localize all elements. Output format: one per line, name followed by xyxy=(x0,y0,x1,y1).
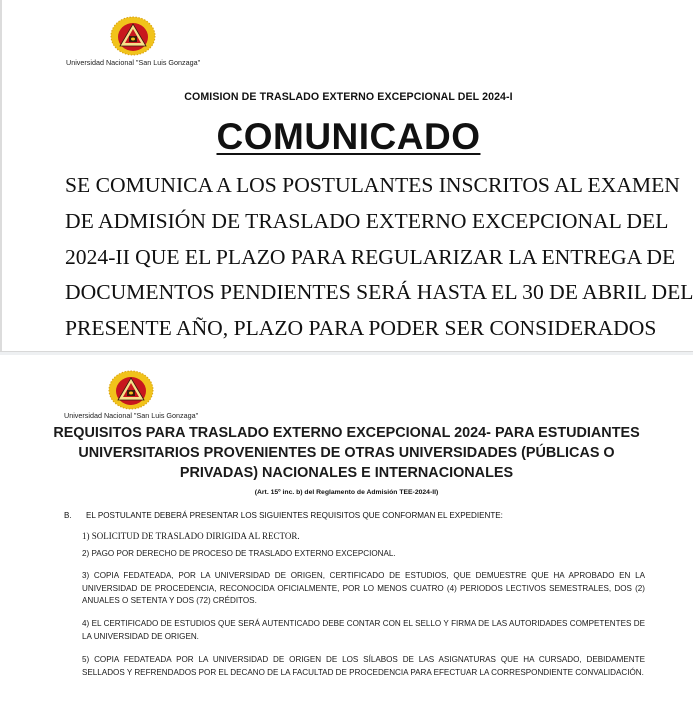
title-line: REQUISITOS PARA TRASLADO EXTERNO EXCEPCIONAL 2024- PARA ESTUDIANTES xyxy=(53,425,640,441)
notice-line: DE ADMISIÓN DE TRASLADO EXTERNO EXCEPCIONAL DEL xyxy=(65,208,669,233)
title-line: UNIVERSITARIOS PROVENIENTES DE OTRAS UNIVERSIDADES (PÚBLICAS O xyxy=(78,445,615,461)
notice-heading: COMUNICADO xyxy=(216,116,481,157)
article-reference: (Art. 15º inc. b) del Reglamento de Admisión TEE-2024-II) xyxy=(254,489,439,496)
requirement-item: 4) EL CERTIFICADO DE ESTUDIOS QUE SERÁ AUTENTICADO DEBE CONTAR CON EL SELLO Y FIRMA DE LAS AUTORIDADES COMPETENTES DE LA UNIVERSIDAD DE ORIGEN. xyxy=(82,619,645,641)
commission-title: COMISION DE TRASLADO EXTERNO EXCEPCIONAL DEL 2024-I xyxy=(184,91,513,103)
title-line: PRIVADAS) NACIONALES E INTERNACIONALES xyxy=(179,465,514,481)
notice-line: SE COMUNICA A LOS POSTULANTES INSCRITOS AL EXAMEN xyxy=(65,173,680,197)
requirements-title xyxy=(40,423,653,483)
notice-line: PRESENTE AÑO, PLAZO PARA PODER SER CONSIDERADOS xyxy=(65,316,657,341)
university-name: Universidad Nacional "San Luis Gonzaga" xyxy=(64,411,199,420)
section-text: EL POSTULANTE DEBERÁ PRESENTAR LOS SIGUIENTES REQUISITOS QUE CONFORMAN EL EXPEDIENTE: xyxy=(86,511,503,520)
requirement-item: 1) SOLICITUD DE TRASLADO DIRIGIDA AL RECTOR. xyxy=(82,531,300,541)
section-letter: B. xyxy=(64,511,72,520)
notice-line: DOCUMENTOS PENDIENTES SERÁ HASTA EL 30 DE ABRIL DEL xyxy=(65,280,694,305)
university-seal-icon xyxy=(108,370,154,410)
notice-panel xyxy=(0,0,693,352)
notice-line: 2024-II QUE EL PLAZO PARA REGULARIZAR LA ENTREGA DE xyxy=(65,244,676,269)
university-name: Universidad Nacional "San Luis Gonzaga" xyxy=(66,58,201,67)
section-heading xyxy=(64,511,503,520)
university-seal-icon xyxy=(110,16,156,56)
requirement-item: 5) COPIA FEDATEADA POR LA UNIVERSIDAD DE ORIGEN DE LOS SÍLABOS DE LAS ASIGNATURAS QUE HA CURSADO, DEBIDAMENTE SELLADOS Y REFRENDADOS POR EL DECANO DE LA FACULTAD DE PROCEDENCIA PARA EFECTUAR LA CORRESPONDIENTE CONVALIDACIÓN. xyxy=(82,655,645,677)
requirement-item: 3) COPIA FEDATEADA, POR LA UNIVERSIDAD DE ORIGEN, CERTIFICADO DE ESTUDIOS, QUE DEMUESTRE QUE HA APROBADO EN LA UNIVERSIDAD DE PROCEDENCIA, RECONOCIDA OFICIALMENTE, POR LO MENOS CUATRO (4) PERIODOS LECTIVOS SEMESTRALES, DOS (2) ANUALES O SETENTA Y DOS (72) CRÉDITOS. xyxy=(82,571,645,605)
requirement-item: 2) PAGO POR DERECHO DE PROCESO DE TRASLADO EXTERNO EXCEPCIONAL. xyxy=(82,549,396,558)
